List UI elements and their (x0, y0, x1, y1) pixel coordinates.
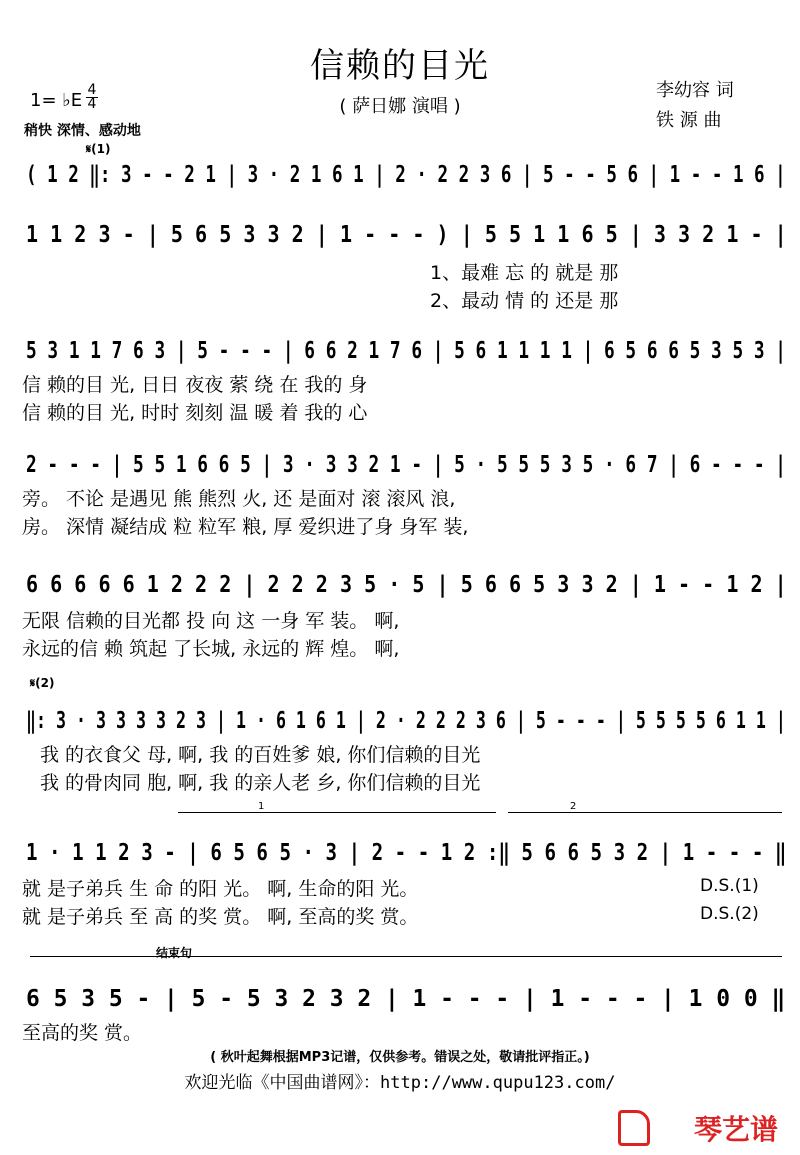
volta-bracket-1 (178, 801, 496, 813)
coda-bracket (30, 956, 782, 957)
notes-row-1: ( 1 2 ‖: 3 - - 2 1 | 3 · 2 1 6 1 | 2 · 2 2 3 6 | 5 - - 5 6 | 1 - - 1 6 | (26, 162, 786, 188)
transcription-note: ( 秋叶起舞根据MP3记谱，仅供参考。错误之处，敬请批评指正。) (210, 1050, 590, 1065)
notes-row-3: 5 3 1 1 7 6 3 | 5 - - - | 6 6 2 1 7 6 | 5 6 1 1 1 1 | 6 5 6 6 5 3 5 3 | (26, 338, 786, 364)
key-signature: 1= ♭E (30, 90, 83, 111)
notes-row-6: ‖: 3 · 3 3 3 3 2 3 | 1 · 6 1 6 1 | 2 · 2 2 2 3 6 | 5 - - - | 5 5 5 5 6 1 1 | (26, 708, 786, 734)
time-bottom: 4 (87, 96, 97, 112)
time-top: 4 (87, 82, 97, 98)
ds-mark-1: D.S.(1) (700, 876, 759, 896)
volta-label-1: 1 (258, 801, 265, 812)
lyrics-row-7-verse-1: 就 是子弟兵 生 命 的阳 光。 啊, 生命的阳 光。 (22, 878, 419, 900)
singer-credit: ( 萨日娜 演唱 ) (339, 96, 461, 117)
volta-label-2: 2 (570, 801, 577, 812)
composer-credit: 铁 源 曲 (656, 110, 722, 131)
lyrics-row-4-verse-1: 旁。 不论 是遇见 熊 熊烈 火, 还 是面对 滚 滚风 浪, (22, 488, 456, 510)
notes-row-7: 1 · 1 1 2 3 - | 6 5 6 5 · 3 | 2 - - 1 2 :‖ 5 6 6 5 3 2 | 1 - - - ‖ (26, 840, 787, 866)
notes-row-4: 2 - - - | 5 5 1 6 6 5 | 3 · 3 3 2 1 - | 5 · 5 5 5 3 5 · 6 7 | 6 - - - | (26, 452, 786, 478)
lyrics-row-5-verse-1: 无限 信赖的目光都 投 向 这 一身 军 装。 啊, (22, 610, 400, 632)
lyrics-row-2-verse-1: 1、最难 忘 的 就是 那 (430, 262, 619, 284)
lyrics-row-5-verse-2: 永远的信 赖 筑起 了长城, 永远的 辉 煌。 啊, (22, 638, 400, 660)
lyrics-row-4-verse-2: 房。 深情 凝结成 粒 粒军 粮, 厚 爱织进了身 身军 装, (22, 516, 469, 538)
tempo-marking: 稍快 深情、感动地 (24, 123, 141, 139)
site-credit: 欢迎光临《中国曲谱网》：http://www.qupu123.com/ (184, 1073, 616, 1093)
notes-row-5: 6 6 6 6 6 1 2 2 2 | 2 2 2 3 5 · 5 | 5 6 6 5 3 3 2 | 1 - - 1 2 | (26, 572, 787, 598)
logo-icon (618, 1110, 650, 1146)
site-logo: 琴艺谱 (693, 1113, 778, 1146)
lyrics-row-8-verse-1: 至高的奖 赏。 (22, 1022, 143, 1044)
coda-label: 结束句 (156, 946, 193, 960)
lyrics-row-2-verse-2: 2、最动 情 的 还是 那 (430, 290, 619, 312)
ds-mark-2: D.S.(2) (700, 904, 759, 924)
time-signature (86, 84, 98, 111)
notes-row-2: 1 1 2 3 - | 5 6 5 3 3 2 | 1 - - - ) | 5 5 1 1 6 5 | 3 3 2 1 - | (26, 222, 787, 248)
lyrics-row-3-verse-1: 信 赖的目 光, 日日 夜夜 萦 绕 在 我的 身 (22, 374, 368, 396)
lyricist-credit: 李幼容 词 (656, 80, 734, 101)
volta-bracket-2 (508, 801, 782, 813)
segno-mark-1: 𝄋(1) (86, 142, 111, 156)
lyrics-row-3-verse-2: 信 赖的目 光, 时时 刻刻 温 暖 着 我的 心 (22, 402, 368, 424)
lyrics-row-6-verse-1: 我 的衣食父 母, 啊, 我 的百姓爹 娘, 你们信赖的目光 (40, 744, 481, 766)
segno-mark-2: 𝄋(2) (30, 676, 55, 690)
lyrics-row-6-verse-2: 我 的骨肉同 胞, 啊, 我 的亲人老 乡, 你们信赖的目光 (40, 772, 481, 794)
lyrics-row-7-verse-2: 就 是子弟兵 至 高 的奖 赏。 啊, 至高的奖 赏。 (22, 906, 419, 928)
song-title: 信赖的目光 (310, 46, 490, 86)
notes-row-8: 6 5 3 5 - | 5 - 5 3 2 3 2 | 1 - - - | 1 - - - | 1 0 0 ‖ (26, 986, 786, 1012)
